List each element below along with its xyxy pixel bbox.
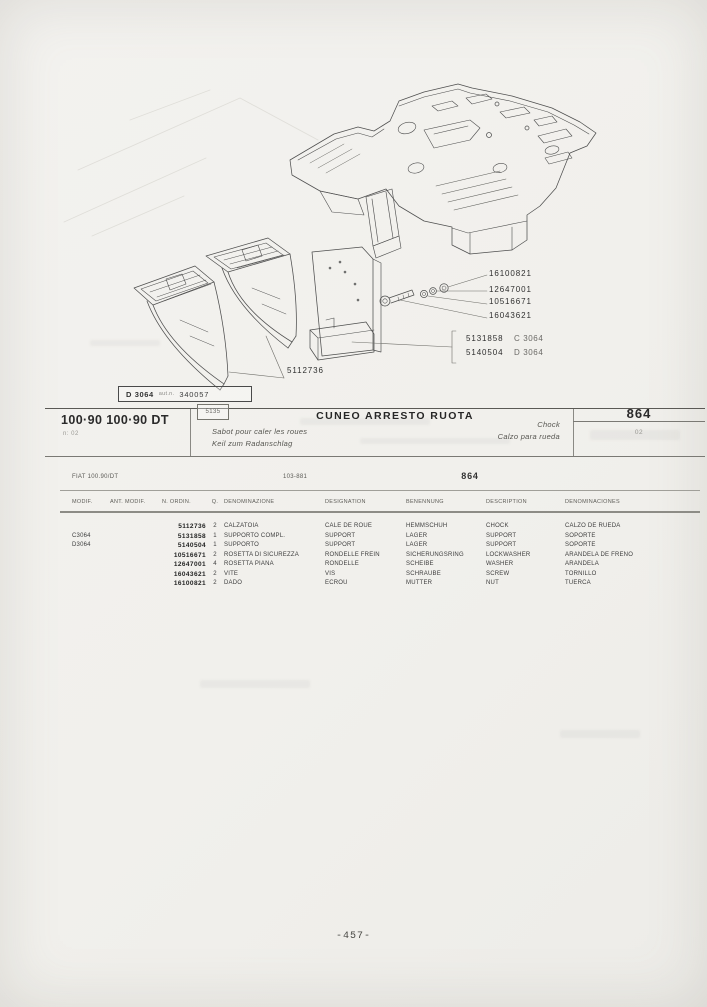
- table-row: [0, 523, 707, 532]
- cell-designation: RONDELLE FREIN: [325, 551, 380, 558]
- sheet-number: 02: [634, 429, 644, 436]
- cell-denominazione: SUPPORTO: [224, 542, 260, 548]
- col-header-denominaciones: DENOMINACIONES: [565, 499, 620, 505]
- cell-denominaciones: TORNILLO: [565, 570, 597, 577]
- cell-designation: RONDELLE: [325, 561, 359, 567]
- callout-lock-washer: 10516671: [489, 297, 532, 306]
- stamp-label: aut.n.: [158, 391, 175, 397]
- bleedthrough-smudge: [200, 680, 310, 688]
- cell-denominaciones: SOPORTE: [565, 532, 596, 539]
- cell-part-number: 5140504: [177, 542, 206, 549]
- table-meta-model: FIAT 100.90/DT: [72, 474, 119, 480]
- stamp-variant: D 3064: [126, 389, 154, 399]
- cell-denominaciones: ARANDELA: [565, 561, 599, 567]
- cell-designation: SUPPORT: [325, 532, 356, 539]
- table-number: 864: [626, 406, 652, 421]
- cell-description: SUPPORT: [486, 542, 517, 548]
- cell-description: SUPPORT: [486, 532, 517, 539]
- callout-support-a: 5131858: [466, 334, 504, 343]
- subtitle-english: Chock: [537, 420, 560, 429]
- subtitle-spanish: Calzo para rueda: [497, 432, 560, 441]
- cell-qty: 1: [213, 532, 217, 539]
- col-header-benennung: BENENNUNG: [406, 499, 444, 505]
- cell-description: NUT: [486, 580, 499, 586]
- callout-support-b-variant: D 3064: [514, 348, 544, 357]
- stamp-number: 340057: [179, 389, 210, 399]
- table-row: [0, 580, 707, 589]
- cell-modif: C3064: [72, 532, 91, 539]
- col-header-description: DESCRIPTION: [486, 499, 527, 505]
- callout-support-b: 5140504: [466, 348, 504, 357]
- table-meta-number: 864: [461, 471, 479, 481]
- subtitle-german: Keil zum Radanschlag: [212, 439, 293, 448]
- cell-description: WASHER: [486, 561, 514, 567]
- cell-qty: 2: [213, 523, 217, 529]
- callout-nut: 16100821: [489, 269, 532, 278]
- cell-modif: D3064: [72, 542, 91, 548]
- cell-qty: 2: [213, 580, 217, 586]
- cell-description: LOCKWASHER: [486, 551, 531, 558]
- cell-denominazione: ROSETTA PIANA: [224, 561, 274, 567]
- page-number: -457-: [335, 931, 371, 942]
- cell-benennung: SCHEIBE: [406, 561, 434, 567]
- cell-part-number: 5112736: [178, 523, 206, 530]
- bleedthrough-lines: [64, 90, 318, 236]
- cell-part-number: 5131858: [177, 532, 206, 540]
- table-number-underline: [573, 421, 705, 422]
- cell-denominazione: CALZATOIA: [224, 523, 259, 529]
- table-row: [0, 533, 707, 542]
- col-header-denominazione: DENOMINAZIONE: [224, 499, 275, 505]
- bleedthrough-smudge: [90, 340, 160, 346]
- cell-part-number: 10516671: [173, 551, 206, 559]
- cell-benennung: SCHRAUBE: [406, 570, 441, 577]
- wheel-chock-right: [206, 238, 296, 348]
- table-row: [0, 552, 707, 561]
- cell-denominaciones: SOPORTE: [565, 542, 596, 548]
- cell-denominaciones: ARANDELA DE FRENO: [565, 551, 634, 558]
- table-row: [0, 561, 707, 570]
- col-header-designation: DESIGNATION: [325, 499, 366, 505]
- cell-designation: ECROU: [325, 580, 348, 586]
- header-divider-left: [190, 409, 191, 456]
- table-header-rule: [60, 511, 700, 513]
- cell-benennung: MUTTER: [406, 580, 433, 586]
- cell-denominaciones: TUERCA: [565, 580, 591, 586]
- page-title: CUNEO ARRESTO RUOTA: [316, 410, 474, 422]
- cell-denominazione: ROSETTA DI SICUREZZA: [224, 551, 299, 558]
- cell-qty: 4: [213, 561, 217, 567]
- cell-designation: CALE DE ROUE: [325, 523, 373, 529]
- cell-part-number: 12647001: [173, 561, 206, 568]
- bleedthrough-smudge: [560, 730, 640, 738]
- cell-benennung: LAGER: [406, 532, 428, 539]
- wheel-chock-left: [134, 266, 228, 390]
- cell-benennung: SICHERUNGSRING: [406, 551, 464, 558]
- cell-designation: SUPPORT: [325, 542, 356, 548]
- cell-part-number: 16043621: [173, 570, 206, 578]
- col-header-modif: MODIF.: [72, 499, 93, 505]
- leader-lines: [229, 275, 487, 378]
- bleedthrough-smudge: [300, 418, 430, 425]
- table-row: [0, 542, 707, 551]
- cell-benennung: LAGER: [406, 542, 428, 548]
- col-header-ant-modif: ANT. MODIF.: [110, 499, 146, 505]
- cell-description: CHOCK: [486, 523, 509, 529]
- chassis-platform: [290, 84, 596, 258]
- cell-denominazione: VITE: [224, 570, 239, 577]
- cell-qty: 1: [213, 542, 217, 548]
- cell-denominazione: SUPPORTO COMPL.: [224, 532, 286, 539]
- tav-code-box: 5135: [197, 404, 229, 420]
- model-names: 100·90 100·90 DT: [61, 413, 169, 427]
- bleedthrough-smudge: [360, 438, 510, 444]
- callout-flat-washer: 12647001: [489, 284, 532, 294]
- table-meta-rule: [60, 490, 700, 491]
- cell-description: SCREW: [486, 570, 510, 577]
- cell-denominaciones: CALZO DE RUEDA: [565, 523, 621, 529]
- col-header-q: Q.: [211, 499, 219, 505]
- model-note: n: 02: [63, 431, 79, 437]
- callout-support-a-variant: C 3064: [514, 334, 544, 343]
- header-bottom-rule: [45, 456, 705, 457]
- col-header-n-ordin: N. ORDIN.: [162, 499, 191, 505]
- callout-chock: 5112736: [287, 366, 324, 375]
- bleedthrough-smudge: [590, 430, 680, 440]
- subtitle-french: Sabot pour caler les roues: [212, 427, 308, 436]
- callout-screw: 16043621: [489, 311, 532, 320]
- cell-qty: 2: [213, 570, 217, 577]
- cell-denominazione: DADO: [224, 580, 243, 586]
- cell-qty: 2: [213, 551, 217, 558]
- modification-stamp-box: [118, 386, 252, 402]
- cell-part-number: 16100821: [173, 580, 206, 587]
- table-meta-date: 103-881: [283, 474, 308, 480]
- cell-benennung: HEMMSCHUH: [406, 523, 448, 529]
- cell-designation: VIS: [325, 570, 336, 577]
- table-row: [0, 571, 707, 580]
